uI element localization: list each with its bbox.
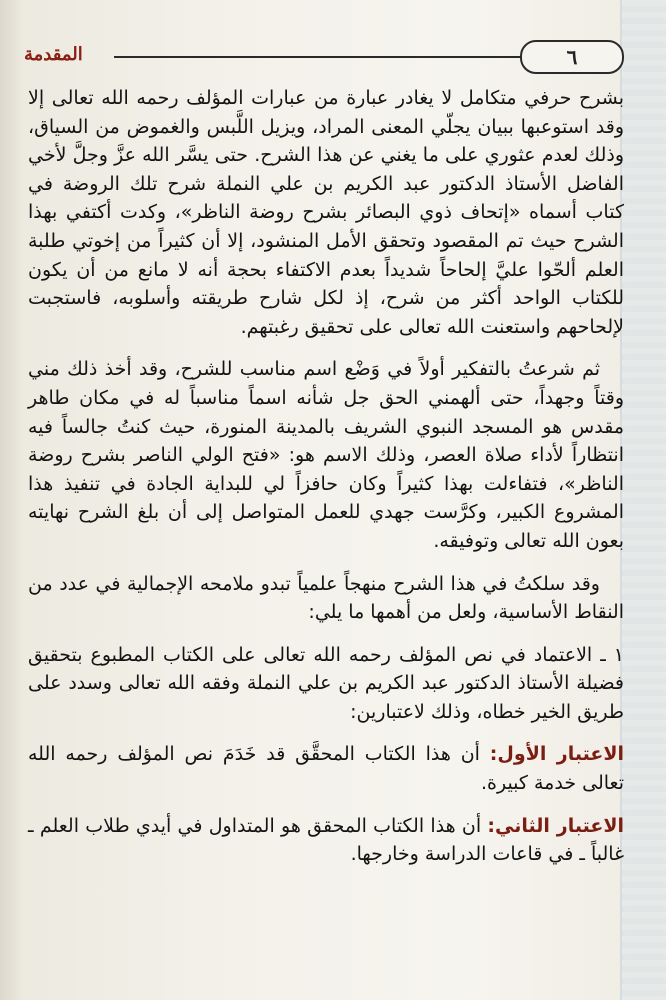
page-gutter (0, 0, 22, 1000)
page-header (24, 40, 624, 76)
paragraph-3: وقد سلكتُ في هذا الشرح منهجاً علمياً تبدو ملامحه الإجمالية في عدد من النقاط الأساسية، ولعل من أهمها ما يلي: (28, 572, 624, 624)
list-item-1 (28, 641, 624, 727)
consideration-1-text: أن هذا الكتاب المحقَّق قد خَدَمَ نص المؤلف رحمه الله تعالى خدمة كبيرة. (28, 743, 624, 795)
consideration-2-text: أن هذا الكتاب المحقق هو المتداول في أيدي طلاب العلم ـ غالباً ـ في قاعات الدراسة وخارجها. (28, 814, 624, 866)
list-item-number: ١ ـ (600, 643, 625, 666)
paragraph-2: ثم شرعتُ بالتفكير أولاً في وَضْع اسم مناسب للشرح، وقد أخذ ذلك مني وقتاً وجهداً، حتى ألهمني الحق جل شأنه اسماً مناسباً له في مكان طاهر مقدس هو المسجد النبوي الشريف بالمدينة المنورة، حيث كنتُ جالساً فيه انتظاراً لأداء صلاة العصر، وذلك الاسم هو: «فتح الولي الناصر بشرح روضة الناظر»، فتفاءلت بهذا كثيراً وكان حافزاً لي للبداية الجادة في تنفيذ هذا المشروع الكبير، وكرَّست جهدي للعمل المتواصل إلى أن بلغ الشرح نهايته بعون الله تعالى وتوفيقه. (28, 358, 624, 552)
section-title: المقدمة (24, 44, 83, 65)
paragraph-1: بشرح حرفي متكامل لا يغادر عبارة من عبارات المؤلف رحمه الله تعالى إلا وقد استوعبها ببيان يجلّي المعنى المراد، ويزيل اللَّبس والغموض من السياق، وذلك لعدم عثوري على ما يغني عن هذا الشرح. حتى يسَّر الله عزَّ وجلَّ لأخي الفاضل الأستاذ الدكتور عبد الكريم بن علي النملة شرح تلك الروضة في كتاب أسماه «إتحاف ذوي البصائر بشرح روضة الناظر»، وكدت أكتفي بهذا الشرح حيث تم المقصود وتحقق الأمل المنشود، إلا أن كثيراً من إخوتي طلبة العلم ألحّوا عليَّ إلحاحاً شديداً بعدم الاكتفاء بحجة أنه لا مانع من أن يكون للكتاب الواحد أكثر من شرح، إذ لكل شارح طريقته وأسلوبه، فاستجبت لإلحاحهم واستعنت الله تعالى على تحقيق رغبتهم. (28, 87, 624, 338)
consideration-1 (28, 740, 624, 797)
page-body (28, 84, 624, 883)
consideration-2-label: الاعتبار الثاني: (487, 814, 624, 837)
list-item-text: الاعتماد في نص المؤلف رحمه الله تعالى على الكتاب المطبوع بتحقيق فضيلة الأستاذ الدكتور عبد الكريم بن علي النملة وفقه الله تعالى وسدد على طريق الخير خطاه، وذلك لاعتبارين: (28, 643, 624, 723)
header-rule (114, 56, 520, 58)
page-number: ٦ (520, 40, 624, 74)
consideration-1-label: الاعتبار الأول: (489, 743, 624, 766)
consideration-2 (28, 812, 624, 869)
page-border-ornament (620, 0, 666, 1000)
